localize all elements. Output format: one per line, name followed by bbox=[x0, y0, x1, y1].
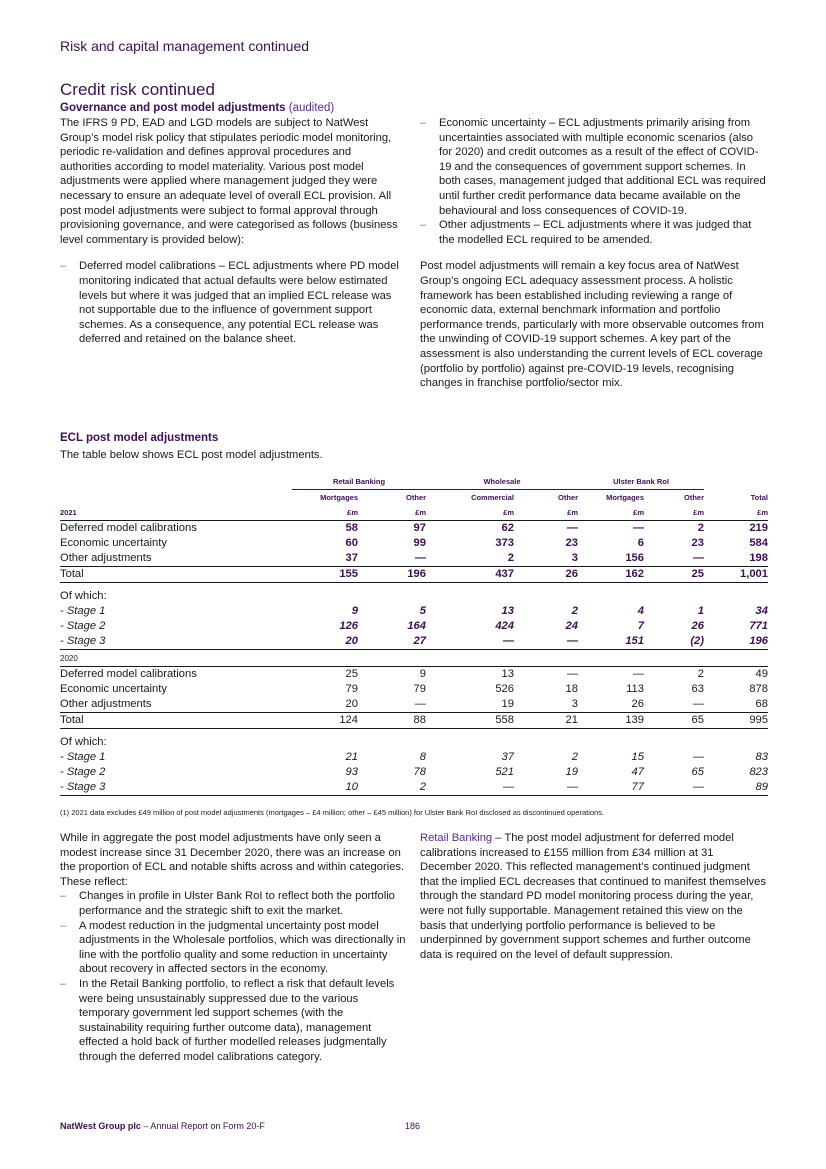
cell-value: 10 bbox=[292, 780, 358, 796]
cell-value: 21 bbox=[345, 750, 358, 763]
cell-value: 63 bbox=[691, 683, 704, 695]
row-label: Total bbox=[60, 567, 292, 583]
cell-value: 79 bbox=[413, 683, 426, 695]
table-heading: ECL post model adjustments bbox=[60, 432, 219, 444]
cell-value: 93 bbox=[345, 765, 358, 778]
stage-row bbox=[60, 634, 768, 650]
year-spacer bbox=[644, 651, 704, 667]
unit-label: £m bbox=[644, 505, 704, 521]
row-label: - Stage 3 bbox=[60, 634, 292, 650]
data-row bbox=[60, 551, 768, 567]
of-which-row bbox=[60, 735, 768, 750]
cell-value: 20 bbox=[345, 698, 358, 710]
retail-paragraph bbox=[420, 831, 766, 962]
cell-value: 37 bbox=[501, 750, 514, 763]
cell-value: 5 bbox=[419, 604, 426, 617]
cell-value: 558 bbox=[426, 713, 514, 729]
footer-report: – Annual Report on Form 20-F bbox=[140, 1121, 265, 1131]
cell-value: 77 bbox=[578, 780, 644, 796]
cell-value: 151 bbox=[578, 634, 644, 650]
row-label: Deferred model calibrations bbox=[60, 668, 197, 680]
group-header: Ulster Bank RoI bbox=[578, 474, 704, 490]
year-row-2020 bbox=[60, 651, 768, 667]
cell-value: — bbox=[414, 698, 426, 710]
cell-value: — bbox=[632, 668, 644, 680]
cell-value: 526 bbox=[495, 683, 514, 695]
year-spacer bbox=[578, 651, 644, 667]
governance-section bbox=[60, 102, 400, 347]
stage-row bbox=[60, 604, 768, 619]
row-label: Other adjustments bbox=[60, 698, 152, 710]
cell-value: 15 bbox=[631, 750, 644, 763]
cell-value: 8 bbox=[419, 750, 426, 763]
cell-value: 62 bbox=[501, 522, 514, 534]
cell-value: 878 bbox=[749, 683, 768, 695]
data-row bbox=[60, 682, 768, 697]
cell-value: 65 bbox=[691, 765, 704, 778]
unit-label: £m bbox=[578, 505, 644, 521]
unit-label: £m bbox=[704, 505, 768, 521]
footnote: (1) 2021 data excludes £49 million of post model adjustments (mortgages – £4 million; other – £45 million) for Ulster Bank RoI disclosed as discontinued operations. bbox=[60, 808, 605, 817]
cell-value: 139 bbox=[578, 713, 644, 729]
audited-tag: (audited) bbox=[288, 102, 335, 114]
cell-value: 78 bbox=[413, 765, 426, 778]
cell-value: 771 bbox=[749, 619, 768, 632]
cell-value: 2 bbox=[697, 522, 704, 534]
cell-value: 2 bbox=[571, 750, 578, 763]
stage-row bbox=[60, 780, 768, 796]
cell-value: 196 bbox=[704, 634, 768, 650]
cell-value: 26 bbox=[691, 619, 704, 632]
cell-value: 4 bbox=[637, 604, 644, 617]
row-label: Deferred model calibrations bbox=[60, 522, 197, 534]
group-header: Wholesale bbox=[426, 474, 578, 490]
cell-value: 65 bbox=[644, 713, 704, 729]
cell-value: — bbox=[632, 522, 644, 534]
cell-value: 198 bbox=[749, 552, 768, 564]
cell-value: 823 bbox=[749, 765, 768, 778]
of-which-label: Of which: bbox=[60, 589, 107, 602]
cell-value: 584 bbox=[749, 537, 768, 549]
of-which-label: Of which: bbox=[60, 735, 107, 748]
cell-value: 13 bbox=[501, 604, 514, 617]
cell-value: 79 bbox=[345, 683, 358, 695]
cell-value: 25 bbox=[644, 567, 704, 583]
cell-value: 437 bbox=[426, 567, 514, 583]
year-spacer bbox=[426, 651, 514, 667]
page-title: Credit risk continued bbox=[60, 80, 215, 99]
cell-value: 88 bbox=[358, 713, 426, 729]
cell-value: 424 bbox=[495, 619, 514, 632]
cell-value: 68 bbox=[755, 698, 768, 710]
commentary-bullet-2: – A modest reduction in the judgmental uncertainty post model adjustments in the Wholesale portfolios, which was directionally in line with the portfolio quality and some reduction in uncertainty about recovery in affected sectors in the economy. bbox=[60, 919, 406, 977]
governance-heading-text: Governance and post model adjustments bbox=[60, 102, 286, 114]
commentary-right bbox=[420, 831, 766, 962]
governance-heading bbox=[60, 102, 400, 114]
cell-value: — bbox=[426, 780, 514, 796]
cell-value: — bbox=[692, 552, 704, 564]
cell-value: 6 bbox=[637, 537, 644, 549]
group-header-row bbox=[60, 474, 768, 490]
row-label: - Stage 2 bbox=[60, 765, 106, 778]
cell-value: 58 bbox=[345, 522, 358, 534]
retail-label: Retail Banking bbox=[420, 832, 493, 844]
cell-value: 25 bbox=[345, 668, 358, 680]
cell-value: 97 bbox=[413, 522, 426, 534]
cell-value: 113 bbox=[626, 683, 644, 695]
cell-value: (2) bbox=[644, 634, 704, 650]
of-which-row bbox=[60, 589, 768, 604]
commentary-left bbox=[60, 831, 406, 1065]
unit-label: £m bbox=[426, 505, 514, 521]
group-header: Retail Banking bbox=[292, 474, 426, 490]
cell-value: 2 bbox=[697, 668, 704, 680]
year-unit-row bbox=[60, 505, 768, 521]
commentary-bullet-1: – Changes in profile in Ulster Bank RoI to reflect both the portfolio performance and the strategic shift to exit the market. bbox=[60, 889, 406, 918]
cell-value: 19 bbox=[501, 698, 514, 710]
year-spacer bbox=[292, 651, 358, 667]
governance-right-column bbox=[420, 116, 766, 391]
ecl-table-2020 bbox=[60, 651, 768, 796]
cell-value: 23 bbox=[565, 537, 578, 549]
stage-row bbox=[60, 765, 768, 780]
year-label: 2020 bbox=[60, 651, 292, 667]
row-label: - Stage 2 bbox=[60, 619, 106, 632]
bullet-other: – Other adjustments – ECL adjustments where it was judged that the modelled ECL required to be amended. bbox=[420, 218, 766, 247]
cell-value: 2 bbox=[507, 552, 514, 564]
page-number: 186 bbox=[405, 1121, 421, 1131]
cell-value: 20 bbox=[292, 634, 358, 650]
cell-value: 521 bbox=[495, 765, 514, 778]
stage-row bbox=[60, 750, 768, 765]
bullet-deferred: – Deferred model calibrations – ECL adjustments where PD model monitoring indicated that actual defaults were below estimated levels but where it was judged that an implied ECL release was not supportable due to the influence of government support schemes. As a consequence, any potential ECL release was deferred and retained on the balance sheet. bbox=[60, 259, 400, 347]
row-label: - Stage 1 bbox=[60, 604, 106, 617]
total-row bbox=[60, 713, 768, 729]
bullet-economic: – Economic uncertainty – ECL adjustments primarily arising from uncertainties associated with multiple economic scenarios (also for 2020) and credit outcomes as a result of the effect of COVID-19 and the consequences of government support schemes. In both cases, management judged that additional ECL was required until further credit performance data became available on the behavioural and loss consequences of COVID-19. bbox=[420, 116, 766, 218]
cell-value: 1 bbox=[697, 604, 704, 617]
total-row bbox=[60, 567, 768, 583]
group-spacer bbox=[704, 474, 768, 490]
row-label: Economic uncertainty bbox=[60, 683, 167, 695]
cell-value: 3 bbox=[571, 698, 578, 710]
column-header: Other bbox=[405, 493, 426, 502]
unit-label: £m bbox=[292, 505, 358, 521]
stage-row bbox=[60, 619, 768, 634]
cell-value: 83 bbox=[755, 750, 768, 763]
column-header: Mortgages bbox=[606, 493, 644, 502]
column-header: Other bbox=[557, 493, 578, 502]
cell-value: 164 bbox=[407, 619, 426, 632]
row-label: - Stage 3 bbox=[60, 780, 292, 796]
cell-value: 37 bbox=[345, 552, 358, 564]
year-label: 2021 bbox=[60, 505, 292, 521]
row-label: - Stage 1 bbox=[60, 750, 106, 763]
data-row bbox=[60, 667, 768, 683]
cell-value: — bbox=[692, 698, 704, 710]
footer-company: NatWest Group plc bbox=[60, 1121, 141, 1131]
section-header: Risk and capital management continued bbox=[60, 38, 310, 54]
ecl-table bbox=[60, 474, 768, 650]
cell-value: — bbox=[414, 552, 426, 564]
cell-value: 99 bbox=[413, 537, 426, 549]
row-label: Total bbox=[60, 713, 292, 729]
cell-value: — bbox=[566, 522, 578, 534]
column-header: Other bbox=[683, 493, 704, 502]
cell-value: 155 bbox=[292, 567, 358, 583]
commentary-intro: While in aggregate the post model adjustments have only seen a modest increase since 31 December 2020, there was an increase on the proportion of ECL and notable shifts across and within categories. These reflect: bbox=[60, 832, 405, 888]
cell-value: 60 bbox=[345, 537, 358, 549]
cell-value: 124 bbox=[292, 713, 358, 729]
governance-intro: The IFRS 9 PD, EAD and LGD models are subject to NatWest Group’s model risk policy that stipulates periodic model monitoring, periodic re-validation and defines approval procedures and authorities according to model materiality. Various post model adjustments were applied where management judged they were necessary to ensure an adequate level of overall ECL provision. All post model adjustments were subject to formal approval through provisioning governance, and were categorised as follows (business level commentary is provided below): bbox=[60, 117, 398, 246]
unit-label: £m bbox=[514, 505, 578, 521]
cell-value: 26 bbox=[514, 567, 578, 583]
row-label: Other adjustments bbox=[60, 552, 152, 564]
cell-value: 47 bbox=[631, 765, 644, 778]
column-header-row bbox=[60, 490, 768, 506]
header-spacer bbox=[60, 490, 292, 506]
cell-value: 19 bbox=[565, 765, 578, 778]
data-row bbox=[60, 521, 768, 537]
cell-value: 995 bbox=[704, 713, 768, 729]
cell-value: 34 bbox=[755, 604, 768, 617]
cell-value: 373 bbox=[495, 537, 514, 549]
cell-value: 89 bbox=[704, 780, 768, 796]
cell-value: 162 bbox=[578, 567, 644, 583]
cell-value: — bbox=[644, 780, 704, 796]
cell-value: 2 bbox=[358, 780, 426, 796]
cell-value: 18 bbox=[565, 683, 578, 695]
cell-value: 23 bbox=[691, 537, 704, 549]
data-row bbox=[60, 536, 768, 551]
cell-value: 9 bbox=[351, 604, 358, 617]
cell-value: 196 bbox=[358, 567, 426, 583]
cell-value: — bbox=[514, 780, 578, 796]
column-header: Commercial bbox=[471, 493, 514, 502]
row-label: Economic uncertainty bbox=[60, 537, 167, 549]
cell-value: 3 bbox=[571, 552, 578, 564]
cell-value: 126 bbox=[339, 619, 358, 632]
year-spacer bbox=[358, 651, 426, 667]
cell-value: 27 bbox=[358, 634, 426, 650]
cell-value: — bbox=[426, 634, 514, 650]
cell-value: 49 bbox=[755, 668, 768, 680]
year-spacer bbox=[514, 651, 578, 667]
cell-value: 156 bbox=[625, 552, 644, 564]
group-spacer bbox=[60, 474, 292, 490]
data-row bbox=[60, 697, 768, 713]
column-header: Mortgages bbox=[320, 493, 358, 502]
table-intro: The table below shows ECL post model adjustments. bbox=[60, 449, 323, 461]
cell-value: 219 bbox=[749, 522, 768, 534]
cell-value: 24 bbox=[565, 619, 578, 632]
unit-label: £m bbox=[358, 505, 426, 521]
footer bbox=[60, 1121, 265, 1131]
cell-value: 7 bbox=[637, 619, 644, 632]
column-header: Total bbox=[750, 492, 768, 502]
cell-value: — bbox=[692, 750, 704, 763]
cell-value: 1,001 bbox=[704, 567, 768, 583]
cell-value: 9 bbox=[419, 668, 426, 680]
cell-value: 26 bbox=[631, 698, 644, 710]
year-spacer bbox=[704, 651, 768, 667]
retail-text: – The post model adjustment for deferred model calibrations increased to £155 million from £34 million at 31 December 2020. This reflected management’s continued judgment that the implied ECL decreases that continued to manifest themselves through the standard PD model monitoring process during the year, were not fully supportable. Management retained this view on the basis that underlying portfolio performance is believed to be underpinned by government support schemes and further outcome data is required on the level of default suppression. bbox=[420, 832, 766, 961]
cell-value: 2 bbox=[571, 604, 578, 617]
cell-value: 13 bbox=[501, 668, 514, 680]
cell-value: — bbox=[514, 634, 578, 650]
focus-paragraph: Post model adjustments will remain a key focus area of NatWest Group’s ongoing ECL adequacy assessment process. A holistic framework has been established including reviewing a range of economic data, external benchmark information and portfolio performance trends, particularly with more observable outcomes from the unwinding of COVID-19 support schemes. A key part of the assessment is also understanding the current levels of ECL coverage (portfolio by portfolio) against pre-COVID-19 levels, recognising changes in franchise portfolio/sector mix. bbox=[420, 260, 764, 390]
cell-value: — bbox=[566, 668, 578, 680]
cell-value: 21 bbox=[514, 713, 578, 729]
commentary-bullet-3: – In the Retail Banking portfolio, to reflect a risk that default levels were being unsustainably suppressed due to the various temporary government led support schemes (with the sustainability requiring further outcome data), management effected a hold back of further modelled releases judgmentally through the deferred model calibrations category. bbox=[60, 977, 406, 1065]
